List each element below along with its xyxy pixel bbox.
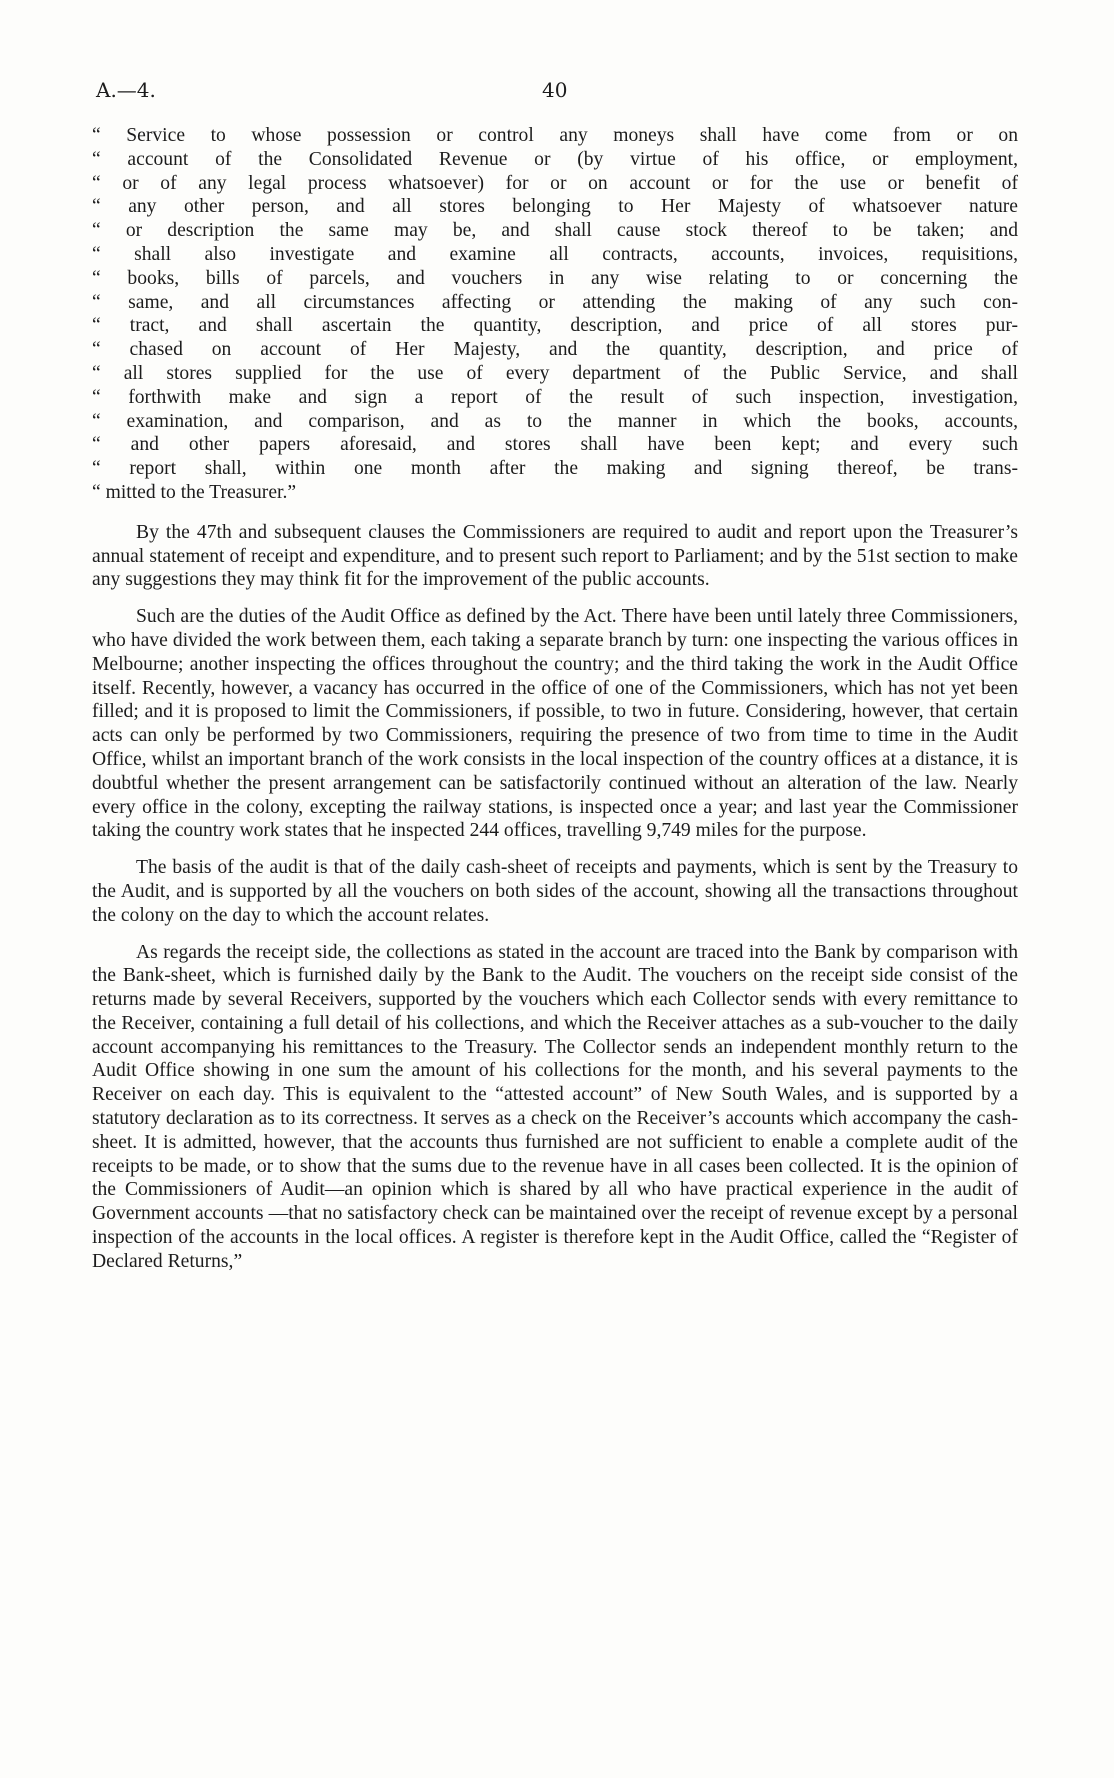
quotation-line: “ forthwith make and sign a report of the result of such inspection, investigation, [92,386,1018,408]
quotation-line: “ any other person, and all stores belonging to Her Majesty of whatsoever nature [92,196,1018,218]
quotation-line: “ account of the Consolidated Revenue or (by virtue of his office, or employment, [92,148,1018,170]
page-header [96,78,1016,108]
paragraph-audit-clauses: By the 47th and subsequent clauses the Commissioners are required to audit and report upon the Treasurer’s annual statement of receipt and expenditure, and to present such report to Parliament; and by the 51st section to make any suggestions they may think fit for the improvement of the public accounts. [92,521,1018,591]
quotation-line: “ chased on account of Her Majesty, and the quantity, description, and price of [92,339,1018,361]
quotation-line: “ books, bills of parcels, and vouchers in any wise relating to or concerning the [92,267,1018,289]
quotation-line: “ all stores supplied for the use of every department of the Public Service, and shall [92,362,1018,384]
quotation-line: “ examination, and comparison, and as to the manner in which the books, accounts, [92,410,1018,432]
paragraph-audit-basis: The basis of the audit is that of the daily cash-sheet of receipts and payments, which is sent by the Treasury to the Audit, and is supported by all the vouchers on both sides of the account, showing all the transactions throughout the colony on the day to which the account relates. [92,857,1018,926]
statute-quotation [92,124,1018,505]
quotation-line: “ shall also investigate and examine all contracts, accounts, invoices, requisitions, [92,243,1018,265]
quotation-line: “ and other papers aforesaid, and stores shall have been kept; and every such [92,434,1018,456]
quotation-line: “ tract, and shall ascertain the quantity, description, and price of all stores pur- [92,315,1018,337]
quotation-line: “ or description the same may be, and shall cause stock thereof to be taken; and [92,220,1018,242]
paragraph-audit-office-duties: Such are the duties of the Audit Office as defined by the Act. There have been until lately three Commissioners, who have divided the work between them, each taking a separate branch by turn: one inspecting the various offices in Melbourne; another inspecting the offices throughout the country; and the third taking the work in the Audit Office itself. Recently, however, a vacancy has occurred in the office of one of the Commissioners, which has not yet been filled; and it is proposed to limit the Commissioners, if possible, to two in future. Considering, however, that certain acts can only be performed by two Commissioners, requiring the presence of two from time to time in the Audit Office, whilst an important branch of the work consists in the local inspection of the country offices at a distance, it is doubtful whether the present arrangement can be satisfactorily continued without an alteration of the law. Nearly every office in the colony, excepting the railway stations, is inspected once a year; and last year the Commissioner taking the country work states that he inspected 244 offices, travelling 9,749 miles for the purpose. [92,606,1018,842]
paragraph-receipt-side: As regards the receipt side, the collections as stated in the account are traced into the Bank by comparison with the Bank-sheet, which is furnished daily by the Bank to the Audit. The vouchers on the receipt side consist of the returns made by several Receivers, supported by the vouchers which each Collector sends with every remittance to the Receiver, containing a full detail of his collections, and which the Receiver attaches as a sub-voucher to the daily account accompanying his remittances to the Treasury. The Collector sends an independent monthly return to the Audit Office showing in one sum the amount of his collections for the month, and his several payments to the Receiver on each day. This is equivalent to the “attested account” of New South Wales, and is supported by a statutory declaration as to its correctness. It serves as a check on the Receiver’s accounts which accompany the cash-sheet. It is admitted, however, that the accounts thus furnished are not sufficient to enable a complete audit of the receipts to be made, or to show that the sums due to the revenue have in all cases been collected. It is the opinion of the Commissioners of Audit—an opinion which is shared by all who have practical experience in the audit of Government accounts —that no satisfactory check can be maintained over the receipt of revenue except by a personal inspection of the accounts in the local offices. A register is therefore kept in the Audit Office, called the “Register of Declared Returns,” [92,941,1018,1272]
quotation-line: “ same, and all circumstances affecting or attending the making of any such con- [92,291,1018,313]
page-body [92,124,1018,1274]
page-number: 40 [542,78,568,102]
quotation-line: “ Service to whose possession or control any moneys shall have come from or on [92,125,1018,146]
quotation-line: “ or of any legal process whatsoever) for or on account or for the use or benefit of [92,172,1018,194]
quotation-line: “ report shall, within one month after the making and signing thereof, be trans- [92,458,1018,480]
document-reference: A.—4. [96,78,156,102]
quotation-line: “ mitted to the Treasurer.” [92,481,297,503]
